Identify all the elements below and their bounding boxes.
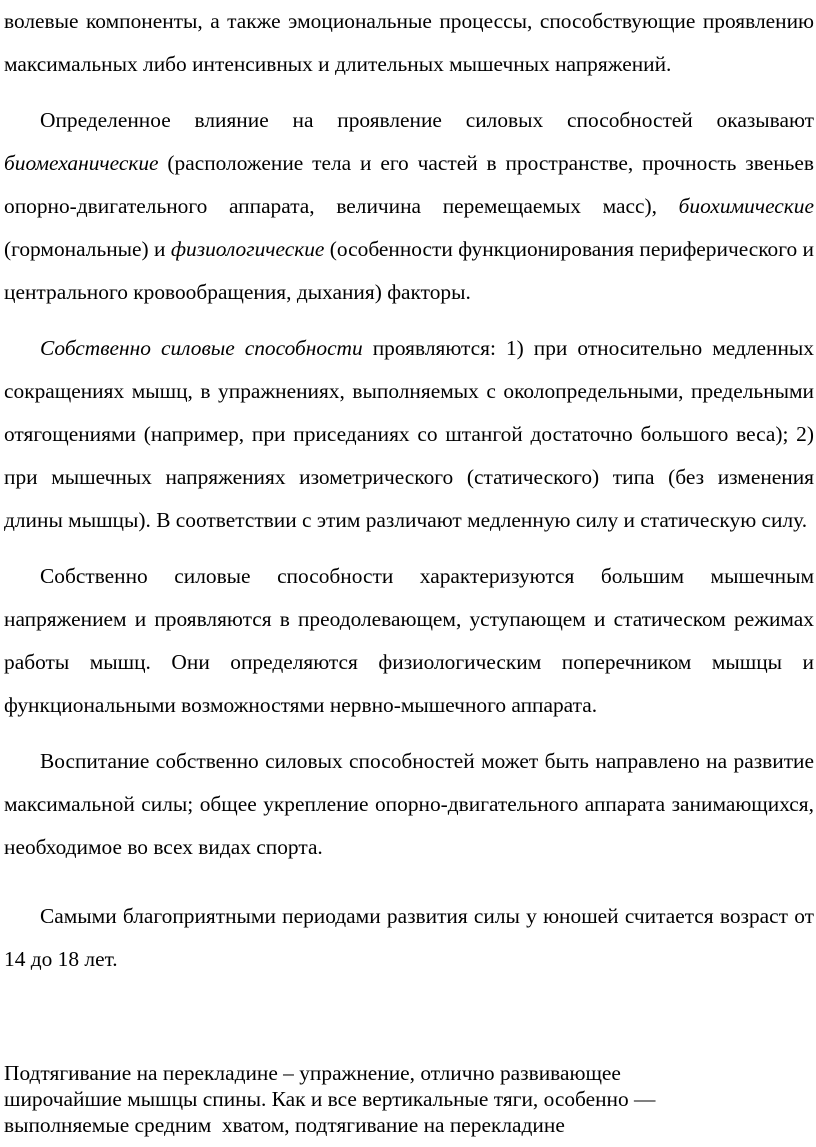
italic-term-physiological: физиологические: [170, 237, 325, 261]
pull-up-line-3: выполняемые средним хватом, подтягивание на перекладине: [4, 1113, 565, 1137]
main-text-block: [4, 0, 814, 981]
italic-term-biomechanical: биомеханические: [4, 151, 159, 175]
text-run: (гормональные) и: [4, 237, 171, 261]
paragraph-spacer: [4, 542, 814, 555]
text-run: (расположение тела и его частей в пространстве, прочность звеньев опорно-двигательного аппарата, величина перемещаемых масс),: [4, 151, 814, 218]
paragraph-strength-characteristics: Собственно силовые способности характеризуются большим мышечным напряжением и проявляются в преодолевающем, уступающем и статическом режимах работы мышц. Они определяются физиологическим поперечником мышцы и функциональными возможностями нервно-мышечного аппарата.: [4, 564, 814, 717]
pull-up-line-1: Подтягивание на перекладине – упражнение, отлично развивающее: [4, 1061, 621, 1085]
pull-up-line-2: широчайшие мышцы спины. Как и все вертикальные тяги, особенно —: [4, 1087, 656, 1111]
paragraph-strength-abilities: [4, 327, 814, 542]
text-run: Определенное влияние на проявление силовых способностей оказывают: [40, 108, 814, 132]
paragraph-strength-training: Воспитание собственно силовых способностей может быть направлено на развитие максимальной силы; общее укрепление опорно-двигательного аппарата занимающихся, необходимое во всех видах спорта.: [4, 749, 814, 859]
paragraph-favorable-periods: Самыми благоприятными периодами развития силы у юношей считается возраст от 14 до 18 лет.: [4, 904, 814, 971]
paragraph-influencing-factors: [4, 99, 814, 314]
paragraph-spacer: [4, 727, 814, 740]
paragraph-spacer: [4, 869, 814, 895]
text-run: (особенности функционирования периферического и центрального кровообращения, дыхания) факторы.: [4, 237, 814, 304]
text-run: проявляются: 1) при относительно медленных сокращениях мышц, в упражнениях, выполняемых с околопредельными, предельными отягощениями (например, при приседаниях со штангой достаточно большого веса); 2) при мышечных напряжениях изометрического (статического) типа (без изменения длины мышцы). В соответствии с этим различают медленную силу и статическую силу.: [4, 336, 814, 532]
paragraph-spacer: [4, 314, 814, 327]
italic-term-biochemical: биохимические: [678, 194, 814, 218]
italic-term-strength-abilities: Собственно силовые способности: [40, 336, 363, 360]
paragraph-spacer: [4, 86, 814, 99]
pull-up-text-block: [4, 1060, 764, 1138]
paragraph-volitional-components: волевые компоненты, а также эмоциональные процессы, способствующие проявлению максимальных либо интенсивных и длительных мышечных напряжений.: [4, 9, 814, 76]
